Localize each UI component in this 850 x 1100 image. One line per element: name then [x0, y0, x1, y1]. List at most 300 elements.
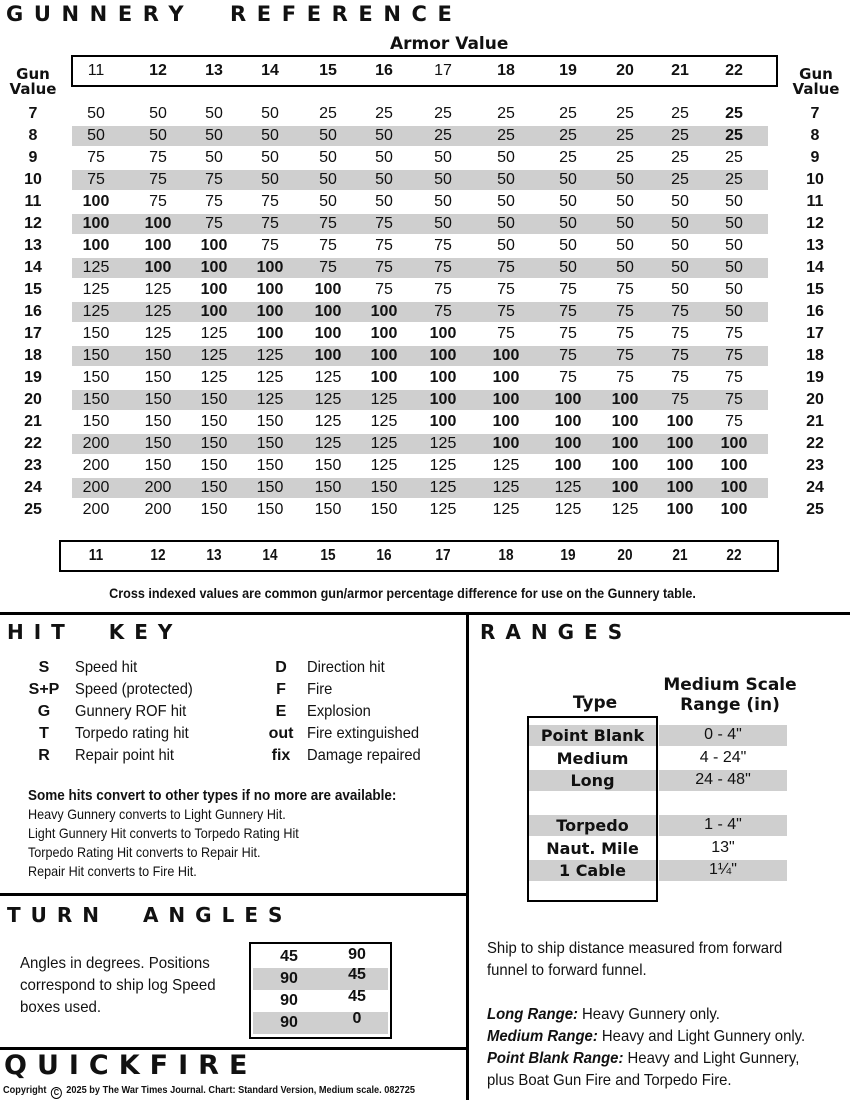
- table-cell: 150: [144, 391, 172, 408]
- table-cell: 50: [616, 193, 634, 210]
- gun-value-left: 16: [24, 303, 42, 320]
- armor-value-15: 15: [319, 62, 337, 79]
- table-row: [0, 301, 850, 323]
- table-cell: 125: [429, 435, 457, 452]
- armor-value-12: 12: [150, 547, 166, 564]
- table-cell: 125: [256, 347, 284, 364]
- turn-angle-row: [253, 1012, 388, 1034]
- table-cell: 150: [144, 369, 172, 386]
- gun-value-left: 15: [24, 281, 42, 298]
- table-cell: 150: [144, 347, 172, 364]
- table-cell: 125: [200, 325, 228, 342]
- table-cell: 125: [429, 457, 457, 474]
- turn-angle-row: [253, 968, 388, 990]
- gun-value-left: 12: [24, 215, 42, 232]
- turn-angle-cell: 90: [280, 1014, 298, 1031]
- table-cell: 50: [725, 215, 743, 232]
- table-cell: 150: [314, 479, 342, 496]
- table-row: [0, 389, 850, 411]
- table-cell: 150: [256, 501, 284, 518]
- gun-value-left: 18: [24, 347, 42, 364]
- range-rule-text: Heavy Gunnery only.: [577, 1006, 720, 1023]
- table-cell: 100: [611, 391, 639, 408]
- table-cell: 100: [144, 259, 172, 276]
- gun-value-right: 18: [806, 347, 824, 364]
- conversion-line: Repair Hit converts to Fire Hit.: [28, 863, 197, 879]
- gun-value-left: 23: [24, 457, 42, 474]
- table-cell: 50: [319, 193, 337, 210]
- table-cell: 150: [144, 457, 172, 474]
- table-cell: 100: [611, 479, 639, 496]
- table-row: [0, 213, 850, 235]
- conversion-line: Light Gunnery Hit converts to Torpedo Rating Hit: [28, 825, 299, 841]
- table-cell: 100: [82, 215, 110, 232]
- table-cell: 25: [497, 127, 515, 144]
- table-row: [0, 411, 850, 433]
- hit-description: Fire extinguished: [307, 725, 420, 742]
- table-cell: 100: [554, 413, 582, 430]
- table-cell: 75: [616, 281, 634, 298]
- table-cell: 50: [671, 237, 689, 254]
- ranges-range-header: [645, 675, 815, 715]
- table-cell: 100: [429, 369, 457, 386]
- ranges-title: RANGES: [480, 620, 633, 644]
- table-cell: 50: [671, 215, 689, 232]
- table-cell: 100: [492, 435, 520, 452]
- table-cell: 100: [720, 501, 748, 518]
- turn-angle-cell: 90: [280, 970, 298, 987]
- table-cell: 50: [319, 149, 337, 166]
- gun-value-right: 24: [806, 479, 824, 496]
- table-cell: 100: [200, 303, 228, 320]
- table-cell: 75: [559, 281, 577, 298]
- table-cell: 25: [559, 149, 577, 166]
- armor-value-11: 11: [88, 547, 104, 564]
- table-cell: 25: [559, 105, 577, 122]
- armor-value-13: 13: [205, 62, 223, 79]
- table-cell: 125: [370, 435, 398, 452]
- hit-description: Speed (protected): [75, 681, 193, 698]
- range-rule-label: Long Range:: [487, 1006, 578, 1023]
- table-cell: 50: [375, 171, 393, 188]
- gun-value-right: 19: [806, 369, 824, 386]
- table-row: [0, 345, 850, 367]
- gun-value-right: 25: [806, 501, 824, 518]
- table-cell: 125: [554, 501, 582, 518]
- table-cell: 75: [261, 193, 279, 210]
- table-cell: 125: [370, 413, 398, 430]
- gun-value-right: 23: [806, 457, 824, 474]
- gun-value-left: 14: [24, 259, 42, 276]
- turn-angle-cell: 45: [348, 988, 366, 1005]
- table-cell: 125: [144, 325, 172, 342]
- table-cell: 150: [370, 479, 398, 496]
- table-cell: 100: [314, 303, 342, 320]
- table-cell: 125: [200, 369, 228, 386]
- brand-logo: QUICKFIRE: [4, 1050, 258, 1081]
- armor-value-18: 18: [498, 547, 514, 564]
- armor-value-21: 21: [672, 547, 688, 564]
- gun-value-header-left: [3, 67, 63, 97]
- copyright-prefix: Copyright: [3, 1085, 47, 1096]
- table-cell: 75: [725, 369, 743, 386]
- table-cell: 150: [82, 369, 110, 386]
- table-cell: 200: [82, 435, 110, 452]
- armor-value-13: 13: [206, 547, 222, 564]
- table-cell: 150: [82, 391, 110, 408]
- table-cell: 75: [149, 193, 167, 210]
- table-cell: 75: [205, 193, 223, 210]
- turn-angles-table: [249, 942, 392, 1039]
- table-cell: 50: [559, 171, 577, 188]
- table-cell: 50: [559, 215, 577, 232]
- table-cell: 50: [261, 105, 279, 122]
- table-cell: 75: [671, 303, 689, 320]
- divider-turn: [0, 893, 468, 896]
- table-row: [0, 477, 850, 499]
- ranges-type-header: Type: [572, 693, 618, 713]
- table-cell: 100: [554, 457, 582, 474]
- table-cell: 75: [671, 325, 689, 342]
- table-cell: 125: [370, 391, 398, 408]
- range-rule-text: Heavy and Light Gunnery,: [623, 1050, 800, 1067]
- table-cell: 75: [87, 171, 105, 188]
- table-cell: 75: [87, 149, 105, 166]
- range-type: Medium: [556, 748, 629, 768]
- table-row: [0, 125, 850, 147]
- table-cell: 125: [314, 435, 342, 452]
- divider-vertical: [466, 612, 469, 1100]
- table-row: [0, 103, 850, 125]
- table-cell: 150: [144, 413, 172, 430]
- gun-value-right: 20: [806, 391, 824, 408]
- gun-value-left: 10: [24, 171, 42, 188]
- table-cell: 75: [149, 149, 167, 166]
- gun-value-right: 9: [810, 149, 820, 166]
- hit-description: Fire: [307, 681, 333, 698]
- turn-angles-title: TURN ANGLES: [7, 903, 293, 927]
- table-cell: 200: [82, 479, 110, 496]
- conversion-line: Heavy Gunnery converts to Light Gunnery Hit.: [28, 806, 286, 822]
- table-cell: 100: [370, 303, 398, 320]
- table-cell: 75: [434, 259, 452, 276]
- gun-value-left: 25: [24, 501, 42, 518]
- table-cell: 125: [256, 391, 284, 408]
- turn-angle-cell: 90: [280, 992, 298, 1009]
- ranges-rules: [487, 1004, 840, 1092]
- gun-value-left: 22: [24, 435, 42, 452]
- hit-description: Torpedo rating hit: [75, 725, 189, 742]
- table-cell: 50: [261, 127, 279, 144]
- table-cell: 50: [205, 127, 223, 144]
- table-cell: 150: [200, 391, 228, 408]
- range-rule-label: Point Blank Range:: [487, 1050, 624, 1067]
- gun-value-right: 8: [810, 127, 820, 144]
- table-cell: 100: [492, 347, 520, 364]
- armor-value-19: 19: [559, 62, 577, 79]
- turn-angles-description: Angles in degrees. Positions correspond to ship log Speed boxes used.: [20, 955, 216, 1016]
- table-cell: 150: [200, 457, 228, 474]
- table-cell: 75: [671, 391, 689, 408]
- table-cell: 150: [200, 501, 228, 518]
- turn-angle-row: [253, 990, 388, 1012]
- table-cell: 100: [720, 479, 748, 496]
- table-cell: 75: [559, 325, 577, 342]
- hit-description: Direction hit: [307, 659, 385, 676]
- range-value: 0 - 4": [704, 726, 742, 743]
- table-cell: 75: [205, 171, 223, 188]
- table-cell: 50: [616, 171, 634, 188]
- table-cell: 100: [492, 391, 520, 408]
- table-cell: 50: [149, 105, 167, 122]
- table-cell: 125: [554, 479, 582, 496]
- hit-code: F: [276, 681, 286, 698]
- table-cell: 50: [87, 105, 105, 122]
- gun-value-right: 22: [806, 435, 824, 452]
- armor-value-20: 20: [617, 547, 633, 564]
- table-cell: 75: [497, 325, 515, 342]
- table-cell: 50: [205, 149, 223, 166]
- table-cell: 100: [200, 281, 228, 298]
- table-cell: 200: [144, 501, 172, 518]
- table-cell: 25: [497, 105, 515, 122]
- table-cell: 25: [319, 105, 337, 122]
- range-value: 1 - 4": [704, 816, 742, 833]
- gun-value-left: 8: [28, 127, 38, 144]
- range-value: 4 - 24": [699, 748, 747, 766]
- ranges-note: Ship to ship distance measured from forward funnel to forward funnel.: [487, 940, 783, 979]
- conversion-lead: Some hits convert to other types if no more are available:: [28, 787, 397, 804]
- table-cell: 100: [82, 237, 110, 254]
- table-cell: 125: [492, 501, 520, 518]
- gun-value-right: 16: [806, 303, 824, 320]
- range-header-line1: Medium Scale: [663, 675, 797, 695]
- table-cell: 50: [87, 127, 105, 144]
- table-cell: 50: [559, 237, 577, 254]
- table-cell: 75: [434, 281, 452, 298]
- table-cell: 25: [671, 127, 689, 144]
- table-cell: 50: [671, 193, 689, 210]
- page-title: GUNNERY REFERENCE: [6, 2, 463, 26]
- table-cell: 125: [370, 457, 398, 474]
- table-cell: 150: [200, 413, 228, 430]
- table-cell: 25: [434, 127, 452, 144]
- table-cell: 50: [497, 193, 515, 210]
- gun-value-right: 15: [806, 281, 824, 298]
- table-cell: 75: [616, 369, 634, 386]
- gun-value-left: 24: [24, 479, 42, 496]
- table-cell: 125: [429, 501, 457, 518]
- table-cell: 50: [205, 105, 223, 122]
- table-cell: 75: [497, 281, 515, 298]
- table-row: [0, 433, 850, 455]
- table-cell: 25: [725, 171, 743, 188]
- table-cell: 50: [434, 149, 452, 166]
- table-cell: 75: [375, 281, 393, 298]
- table-cell: 50: [725, 237, 743, 254]
- table-cell: 100: [256, 281, 284, 298]
- hit-code: out: [268, 725, 294, 742]
- table-cell: 100: [429, 391, 457, 408]
- table-cell: 25: [671, 105, 689, 122]
- table-cell: 150: [370, 501, 398, 518]
- table-cell: 75: [497, 303, 515, 320]
- armor-value-22: 22: [725, 62, 743, 79]
- gun-value-left: 7: [28, 105, 38, 122]
- copyright-icon: C: [51, 1087, 62, 1099]
- table-cell: 125: [314, 391, 342, 408]
- armor-value-12: 12: [149, 62, 167, 79]
- table-cell: 100: [256, 259, 284, 276]
- table-cell: 75: [375, 215, 393, 232]
- table-cell: 100: [314, 325, 342, 342]
- range-value: 13": [711, 838, 735, 856]
- table-cell: 150: [82, 347, 110, 364]
- armor-value-18: 18: [497, 62, 515, 79]
- copyright-line: [3, 1085, 415, 1099]
- table-cell: 125: [82, 303, 110, 320]
- table-cell: 25: [559, 127, 577, 144]
- table-cell: 75: [671, 369, 689, 386]
- table-cell: 75: [616, 303, 634, 320]
- gunnery-footnote: Cross indexed values are common gun/armor percentage difference for use on the Gunnery table.: [109, 585, 696, 601]
- table-cell: 100: [666, 501, 694, 518]
- table-cell: 100: [370, 369, 398, 386]
- armor-value-20: 20: [616, 62, 634, 79]
- table-cell: 150: [82, 413, 110, 430]
- table-cell: 100: [429, 347, 457, 364]
- table-cell: 75: [261, 215, 279, 232]
- table-cell: 75: [559, 369, 577, 386]
- table-cell: 75: [616, 347, 634, 364]
- armor-value-17: 17: [434, 62, 452, 79]
- turn-angle-row: [253, 946, 388, 968]
- hit-description: Speed hit: [75, 659, 138, 676]
- table-cell: 150: [256, 479, 284, 496]
- table-cell: 75: [725, 391, 743, 408]
- hit-description: Gunnery ROF hit: [75, 703, 187, 720]
- table-cell: 150: [314, 501, 342, 518]
- table-cell: 100: [666, 413, 694, 430]
- armor-value-14: 14: [261, 62, 279, 79]
- table-row: [0, 257, 850, 279]
- table-cell: 50: [616, 215, 634, 232]
- table-row: [0, 191, 850, 213]
- table-cell: 125: [492, 457, 520, 474]
- hit-description: Explosion: [307, 703, 371, 720]
- table-cell: 100: [429, 413, 457, 430]
- table-row: [0, 367, 850, 389]
- gun-value-left: 19: [24, 369, 42, 386]
- gun-header-line2: Value: [792, 80, 840, 98]
- hit-code: S: [38, 659, 50, 676]
- table-cell: 50: [375, 149, 393, 166]
- ranges-type-box: [527, 716, 658, 902]
- armor-value-19: 19: [560, 547, 576, 564]
- gun-value-right: 13: [806, 237, 824, 254]
- range-type: Point Blank: [540, 726, 645, 745]
- table-cell: 100: [720, 435, 748, 452]
- range-rule-label: Medium Range:: [487, 1028, 598, 1045]
- table-cell: 25: [725, 105, 743, 122]
- table-cell: 150: [256, 435, 284, 452]
- table-cell: 50: [434, 193, 452, 210]
- table-cell: 50: [375, 193, 393, 210]
- table-cell: 50: [319, 127, 337, 144]
- hit-code: G: [37, 703, 51, 720]
- table-cell: 100: [666, 479, 694, 496]
- table-cell: 100: [554, 391, 582, 408]
- table-row: [0, 147, 850, 169]
- table-cell: 50: [559, 259, 577, 276]
- range-type: Naut. Mile: [546, 838, 639, 858]
- range-type: Long: [570, 771, 615, 790]
- table-cell: 75: [205, 215, 223, 232]
- table-cell: 50: [497, 171, 515, 188]
- conversion-line: Torpedo Rating Hit converts to Repair Hit.: [28, 844, 261, 860]
- gun-value-left: 13: [24, 237, 42, 254]
- table-cell: 75: [434, 303, 452, 320]
- table-cell: 75: [375, 259, 393, 276]
- table-cell: 200: [82, 457, 110, 474]
- hit-code: fix: [271, 747, 291, 764]
- table-cell: 75: [261, 237, 279, 254]
- armor-value-11: 11: [87, 62, 105, 79]
- hit-code: T: [39, 725, 49, 742]
- table-cell: 125: [82, 259, 110, 276]
- table-cell: 50: [671, 281, 689, 298]
- hit-conversion-notes: [28, 786, 396, 881]
- hit-code: D: [275, 659, 287, 676]
- table-row: [0, 235, 850, 257]
- table-cell: 200: [144, 479, 172, 496]
- table-row: [0, 279, 850, 301]
- armor-value-17: 17: [435, 547, 451, 564]
- gun-value-left: 11: [24, 193, 42, 210]
- table-cell: 50: [497, 149, 515, 166]
- table-cell: 75: [497, 259, 515, 276]
- table-cell: 75: [434, 237, 452, 254]
- table-cell: 125: [314, 413, 342, 430]
- table-cell: 150: [82, 325, 110, 342]
- armor-header-bottom: [59, 540, 779, 572]
- armor-value-15: 15: [320, 547, 336, 564]
- hit-code: R: [38, 747, 50, 764]
- table-cell: 150: [256, 413, 284, 430]
- table-cell: 50: [725, 281, 743, 298]
- table-cell: 25: [671, 171, 689, 188]
- gun-value-left: 20: [24, 391, 42, 408]
- table-cell: 100: [314, 347, 342, 364]
- table-cell: 100: [611, 413, 639, 430]
- table-cell: 50: [497, 237, 515, 254]
- hit-code: E: [275, 703, 287, 720]
- table-cell: 50: [616, 259, 634, 276]
- table-cell: 100: [720, 457, 748, 474]
- range-rule-text: Heavy and Light Gunnery only.: [597, 1028, 806, 1045]
- table-cell: 75: [375, 237, 393, 254]
- table-cell: 150: [314, 457, 342, 474]
- table-cell: 150: [200, 435, 228, 452]
- table-cell: 75: [671, 347, 689, 364]
- turn-angle-cell: 45: [280, 948, 298, 965]
- armor-header-top: [71, 55, 778, 87]
- table-cell: 100: [370, 347, 398, 364]
- table-cell: 75: [559, 347, 577, 364]
- table-cell: 75: [319, 259, 337, 276]
- table-cell: 50: [261, 171, 279, 188]
- range-type: 1 Cable: [558, 861, 627, 880]
